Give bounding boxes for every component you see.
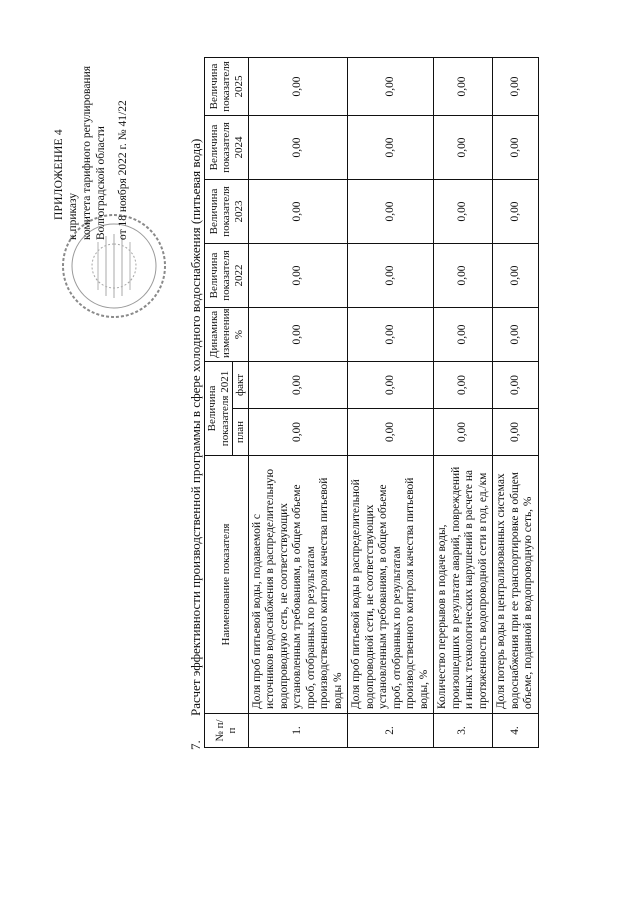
header-name: Наименование показателя	[205, 456, 249, 714]
cell-2023: 0,00	[348, 179, 434, 243]
table-row	[248, 57, 348, 747]
appendix-title: ПРИЛОЖЕНИЕ 4	[53, 129, 65, 220]
cell-dynamics: 0,00	[248, 307, 348, 361]
header-value-2021: Величина показателя 2021	[205, 361, 233, 455]
cell-2022: 0,00	[248, 243, 348, 307]
cell-2022: 0,00	[493, 243, 539, 307]
cell-dynamics: 0,00	[493, 307, 539, 361]
header-dynamics: Динамика изменения %	[205, 307, 249, 361]
header-fact: факт	[233, 361, 249, 408]
appendix-line-2: комитета тарифного регулирования	[81, 65, 93, 240]
cell-plan: 0,00	[248, 409, 348, 456]
cell-2024: 0,00	[493, 115, 539, 179]
appendix-line-3: Волгоградской области	[95, 126, 107, 240]
row-num: 1.	[248, 714, 348, 748]
cell-fact: 0,00	[348, 361, 434, 408]
cell-2022: 0,00	[434, 243, 493, 307]
cell-2022: 0,00	[348, 243, 434, 307]
header-value-2025: Величина показателя 2025	[205, 57, 249, 115]
cell-fact: 0,00	[248, 361, 348, 408]
cell-plan: 0,00	[434, 409, 493, 456]
header-value-2022: Величина показателя 2022	[205, 243, 249, 307]
table-row	[493, 57, 539, 747]
header-plan: план	[233, 409, 249, 456]
efficiency-table	[204, 57, 539, 748]
header-num: № п/п	[205, 714, 249, 748]
row-name: Доля проб питьевой воды, подаваемой с источников водоснабжения в распределительную водопроводную сеть, не соответствующих установленным требованиям, в общем объеме проб, отобранных по результатам производственного контроля качества питьевой воды %	[248, 456, 348, 714]
row-name: Доля потерь воды в централизованных системах водоснабжения при ее транспортировке в общем объеме, поданной в водопроводную сеть, %	[493, 456, 539, 714]
section-heading	[188, 139, 204, 750]
cell-2023: 0,00	[248, 179, 348, 243]
cell-2024: 0,00	[348, 115, 434, 179]
cell-2023: 0,00	[493, 179, 539, 243]
cell-2025: 0,00	[493, 57, 539, 115]
cell-dynamics: 0,00	[434, 307, 493, 361]
cell-fact: 0,00	[434, 361, 493, 408]
cell-2025: 0,00	[248, 57, 348, 115]
cell-fact: 0,00	[493, 361, 539, 408]
row-num: 4.	[493, 714, 539, 748]
cell-2024: 0,00	[248, 115, 348, 179]
cell-2025: 0,00	[348, 57, 434, 115]
row-num: 2.	[348, 714, 434, 748]
appendix-date: от 18 ноября 2022 г. № 41/22	[117, 100, 129, 240]
section-title: Расчет эффективности производственной программы в сфере холодного водоснабжения (питьевая вода)	[188, 138, 203, 716]
header-row	[205, 57, 233, 747]
section-number: 7.	[188, 740, 203, 750]
cell-plan: 0,00	[348, 409, 434, 456]
header-value-2024: Величина показателя 2024	[205, 115, 249, 179]
appendix-block	[52, 30, 130, 240]
table-row	[348, 57, 434, 747]
appendix-line-1: к приказу	[67, 192, 79, 240]
row-num: 3.	[434, 714, 493, 748]
cell-2025: 0,00	[434, 57, 493, 115]
header-value-2023: Величина показателя 2023	[205, 179, 249, 243]
row-name: Доля проб питьевой воды в распределительной водопроводной сети, не соответствующих установленным требованиям, в общем объеме проб, отобранных по результатам производственного контроля качества питьевой воды, %	[348, 456, 434, 714]
cell-dynamics: 0,00	[348, 307, 434, 361]
cell-2023: 0,00	[434, 179, 493, 243]
row-name: Количество перерывов в подаче воды, произошедших в результате аварий, повреждений и иных технологических нарушений в расчете на протяженность водопроводной сети в год, ед./км	[434, 456, 493, 714]
table-row	[434, 57, 493, 747]
cell-2024: 0,00	[434, 115, 493, 179]
cell-plan: 0,00	[493, 409, 539, 456]
